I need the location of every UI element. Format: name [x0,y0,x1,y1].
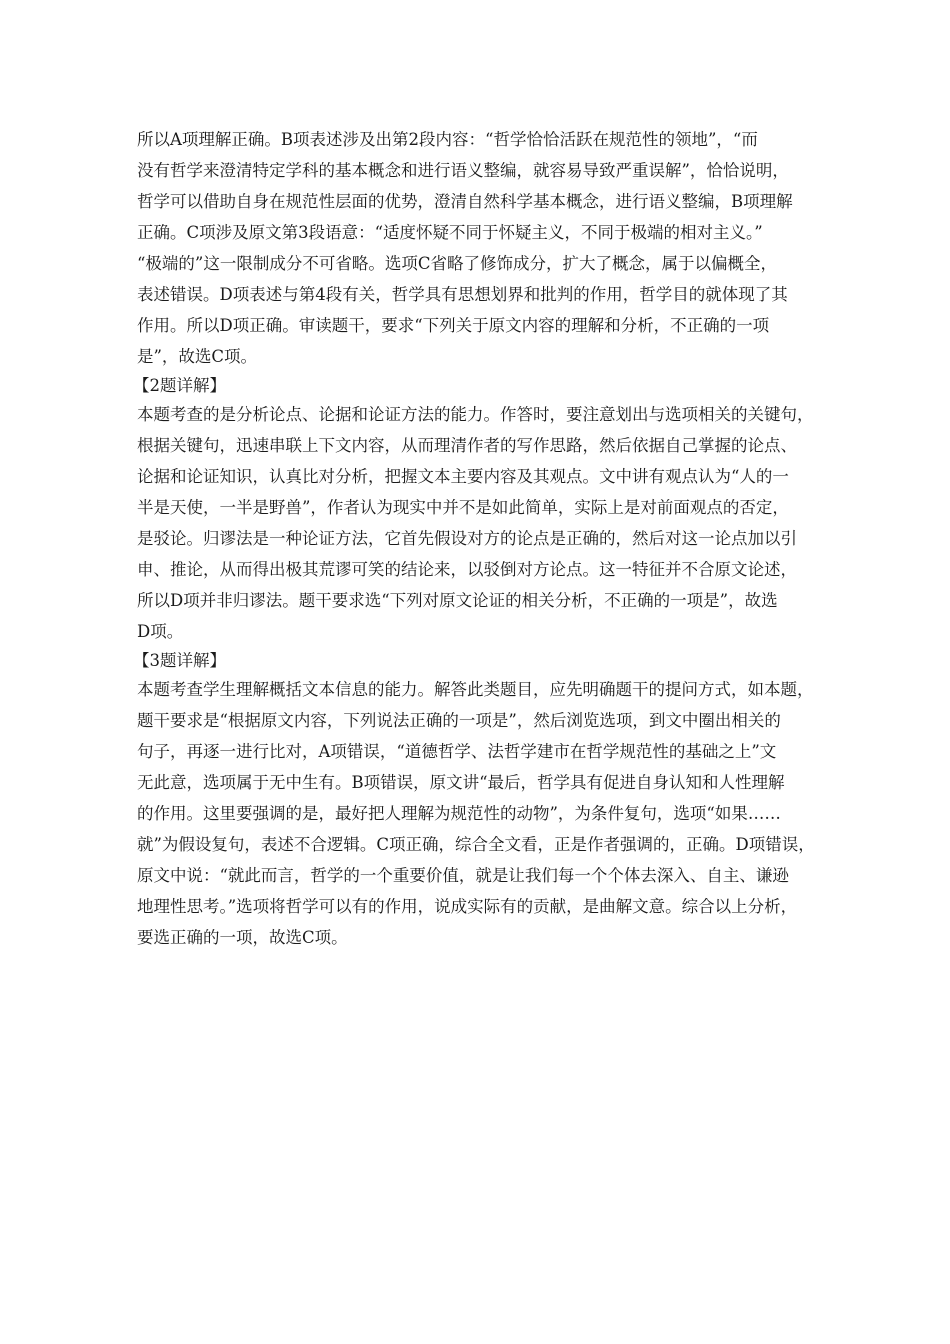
answer-explanation-3 [133,647,827,953]
text-line: 正确。C项涉及原文第3段语意：“适度怀疑不同于怀疑主义，不同于极端的相对主义。” [137,223,763,242]
text-line: 表述错误。D项表述与第4段有关，哲学具有思想划界和批判的作用，哲学目的就体现了其 [137,285,788,304]
text-line: 地理性思考。”选项将哲学可以有的作用，说成实际有的贡献，是曲解文意。综合以上分析， [137,897,798,916]
text-line: 论据和论证知识，认真比对分析，把握文本主要内容及其观点。文中讲有观点认为“人的一 [137,467,789,486]
text-line: 的作用。这里要强调的是，最好把人理解为规范性的动物”，为条件复句，选项“如果…… [137,804,781,823]
answer-explanation-1 [137,124,827,372]
text-line: 所以A项理解正确。B项表述涉及出第2段内容：“哲学恰恰活跃在规范性的领地”，“而 [137,130,758,149]
text-line: “极端的”这一限制成分不可省略。选项C省略了修饰成分，扩大了概念，属于以偏概全， [137,254,777,273]
text-line: 要选正确的一项，故选C项。 [137,928,348,947]
section-heading: 【2题详解】 [133,376,226,395]
text-line: 就”为假设复句，表述不合逻辑。C项正确，综合全文看，正是作者强调的，正确。D项错误， [137,835,815,854]
text-line: 本题考查学生理解概括文本信息的能力。解答此类题目，应先明确题干的提问方式，如本题， [137,680,814,699]
answer-explanation-2 [133,372,827,647]
text-line: 所以D项并非归谬法。题干要求选“下列对原文论证的相关分析，不正确的一项是”，故选 [137,591,778,610]
text-line: 无此意，选项属于无中生有。B项错误，原文讲“最后，哲学具有促进自身认知和人性理解 [137,773,785,792]
document-body [133,124,827,953]
text-line: 本题考查的是分析论点、论据和论证方法的能力。作答时，要注意划出与选项相关的关键句， [137,405,814,424]
text-line: 哲学可以借助自身在规范性层面的优势，澄清自然科学基本概念，进行语义整编，B项理解 [137,192,793,211]
text-line: 半是天使，一半是野兽”，作者认为现实中并不是如此简单，实际上是对前面观点的否定， [137,498,789,517]
section-heading: 【3题详解】 [133,651,226,670]
text-line: D项。 [137,622,184,641]
text-line: 句子，再逐一进行比对，A项错误，“道德哲学、法哲学建市在哲学规范性的基础之上”文 [137,742,777,761]
text-line: 作用。所以D项正确。审读题干，要求“下列关于原文内容的理解和分析，不正确的一项 [137,316,770,335]
text-line: 是驳论。归谬法是一种论证方法，它首先假设对方的论点是正确的，然后对这一论点加以引 [137,529,797,548]
text-line: 申、推论，从而得出极其荒谬可笑的结论来，以驳倒对方论点。这一特征并不合原文论述， [137,560,797,579]
text-line: 没有哲学来澄清特定学科的基本概念和进行语义整编，就容易导致严重误解”，恰恰说明， [137,161,789,180]
text-line: 是”，故选C项。 [137,347,258,366]
text-line: 根据关键句，迅速串联上下文内容，从而理清作者的写作思路，然后依据自己掌握的论点、 [137,436,797,455]
text-line: 题干要求是“根据原文内容，下列说法正确的一项是”，然后浏览选项，到文中圈出相关的 [137,711,781,730]
text-line: 原文中说：“就此而言，哲学的一个重要价值，就是让我们每一个个体去深入、自主、谦逊 [137,866,789,885]
